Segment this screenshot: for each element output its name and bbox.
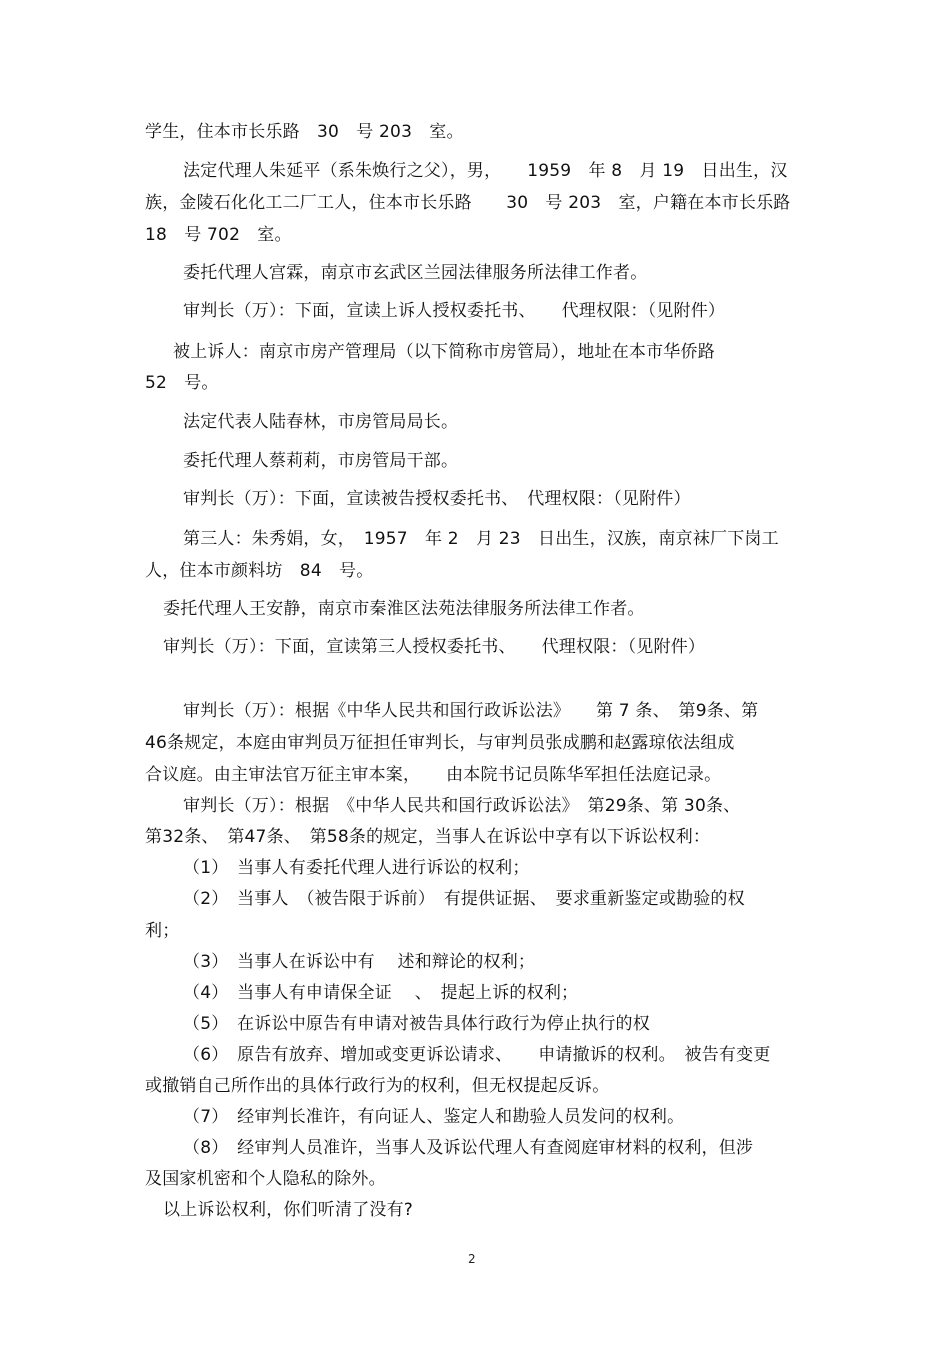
- text-line: 委托代理人蔡莉莉，市房管局干部。: [183, 451, 459, 471]
- text-line: 审判长（万）：下面，宣读上诉人授权委托书、 代理权限：（见附件）: [183, 301, 726, 321]
- text-line: 以上诉讼权利，你们听清了没有?: [163, 1200, 414, 1220]
- text-line: 52 号。: [145, 373, 219, 393]
- text-line: 审判长（万）：根据 《中华人民共和国行政诉讼法》 第29条、第 30条、: [183, 796, 741, 816]
- text-line: （5） 在诉讼中原告有申请对被告具体行政行为停止执行的权: [183, 1014, 650, 1034]
- text-line: 利；: [145, 921, 180, 941]
- text-line: 合议庭。由主审法官万征主审本案， 由本院书记员陈华军担任法庭记录。: [145, 765, 722, 785]
- text-line: 法定代理人朱延平（系朱焕行之父），男， 1959 年 8 月 19 日出生，汉: [183, 161, 788, 181]
- text-line: （6） 原告有放弃、增加或变更诉讼请求、 申请撤诉的权利。 被告有变更: [183, 1045, 771, 1065]
- page-number: 2: [468, 1252, 476, 1266]
- text-line: （7） 经审判长准许，有向证人、鉴定人和勘验人员发问的权利。: [183, 1107, 685, 1127]
- text-line: 46条规定，本庭由审判员万征担任审判长，与审判员张成鹏和赵露琼依法组成: [145, 733, 735, 753]
- text-line: 人，住本市颜料坊 84 号。: [145, 561, 374, 581]
- text-line: 委托代理人宫霖，南京市玄武区兰园法律服务所法律工作者。: [183, 263, 648, 283]
- text-line: 审判长（万）：根据《中华人民共和国行政诉讼法》 第 7 条、 第9条、第: [183, 701, 759, 721]
- text-line: 学生，住本市长乐路 30 号 203 室。: [145, 122, 464, 142]
- text-line: 第32条、 第47条、 第58条的规定，当事人在诉讼中享有以下诉讼权利：: [145, 827, 711, 847]
- text-line: 或撤销自己所作出的具体行政行为的权利，但无权提起反诉。: [145, 1076, 610, 1096]
- text-line: 18 号 702 室。: [145, 225, 292, 245]
- text-line: 被上诉人：南京市房产管理局（以下简称市房管局），地址在本市华侨路: [173, 342, 715, 362]
- text-line: （3） 当事人在诉讼中有 述和辩论的权利；: [183, 952, 536, 972]
- text-line: 审判长（万）：下面，宣读第三人授权委托书、 代理权限：（见附件）: [163, 637, 706, 657]
- text-line: 族，金陵石化化工二厂工人，住本市长乐路 30 号 203 室，户籍在本市长乐路: [145, 193, 791, 213]
- text-line: （2） 当事人 （被告限于诉前） 有提供证据、 要求重新鉴定或勘验的权: [183, 889, 745, 909]
- text-line: 及国家机密和个人隐私的除外。: [145, 1169, 386, 1189]
- text-line: 委托代理人王安静，南京市秦淮区法苑法律服务所法律工作者。: [163, 599, 645, 619]
- text-line: 第三人：朱秀娟，女， 1957 年 2 月 23 日出生，汉族，南京袜厂下岗工: [183, 529, 779, 549]
- text-line: （4） 当事人有申请保全证 、 提起上诉的权利；: [183, 983, 579, 1003]
- text-line: （1） 当事人有委托代理人进行诉讼的权利；: [183, 858, 530, 878]
- text-line: （8） 经审判人员准许，当事人及诉讼代理人有查阅庭审材料的权利，但涉: [183, 1138, 754, 1158]
- text-line: 审判长（万）：下面，宣读被告授权委托书、 代理权限：（见附件）: [183, 489, 691, 509]
- text-line: 法定代表人陆春林，市房管局局长。: [183, 412, 459, 432]
